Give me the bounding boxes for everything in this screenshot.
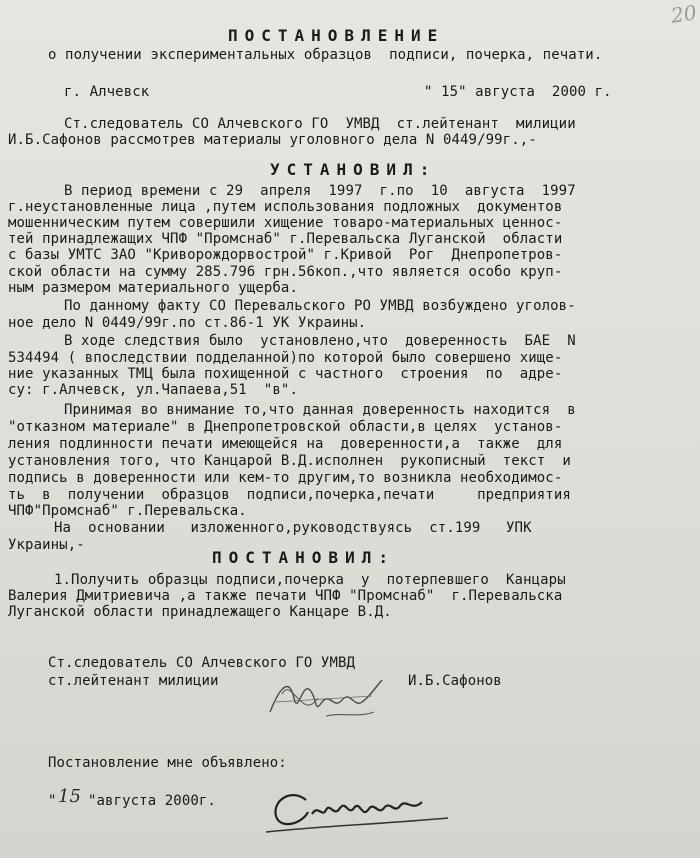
body-line: Принимая во внимание то,что данная доверенность находится в [64, 402, 576, 418]
body-line: ным размером материального ущерба. [8, 280, 298, 296]
body-line: ления подлинности печати имеющейся на доверенности,а также для [8, 436, 563, 452]
body-line: тей принадлежащих ЧПФ "Промснаб" г.Перевальска Луганской области [8, 231, 563, 247]
announcement-date-rest: "августа 2000г. [88, 793, 216, 809]
body-line: ть в получении образцов подписи,почерка,печати предприятия [8, 487, 571, 503]
body-line: В ходе следствия было установлено,что доверенность БАЕ N [64, 333, 576, 349]
signatory-position: Ст.следователь СО Алчевского ГО УМВД [48, 655, 356, 671]
body-line: установления того, что Канцарой В.Д.исполнен рукописный текст и [8, 453, 571, 469]
announcement-label: Постановление мне объявлено: [48, 755, 287, 771]
signatory-name: И.Б.Сафонов [408, 673, 502, 689]
resolution-line: Луганской области принадлежащего Канцаре В.Д. [8, 604, 392, 620]
body-line: ное дело N 0449/99г.по ст.86-1 УК Украины. [8, 315, 367, 331]
body-line: На основании изложенного,руководствуясь ст.199 УПК [54, 520, 532, 536]
announcement-date-open: " [48, 793, 57, 809]
section-title-resolved: ПОСТАНОВИЛ: [212, 548, 395, 567]
city: г. Алчевск [64, 84, 150, 100]
body-line: ние указанных ТМЦ была похищенной с частного строения по адре- [8, 366, 563, 382]
body-line: мошенническим путем совершили хищение товаро-материальных ценнос- [8, 215, 563, 231]
intro-line: И.Б.Сафонов рассмотрев материалы уголовного дела N 0449/99г.,- [8, 132, 537, 148]
body-line: ЧПФ"Промснаб" г.Перевальска. [8, 503, 247, 519]
body-line: Украины,- [8, 537, 85, 553]
investigator-signature [262, 672, 392, 732]
body-line: В период времени с 29 апреля 1997 г.по 10 августа 1997 [64, 183, 576, 199]
body-line: су: г.Алчевск, ул.Чапаева,51 "в". [8, 382, 298, 398]
document-date: " 15" августа 2000 г. [424, 84, 612, 100]
body-line: 534494 ( впоследствии подделанной)по которой было совершено хище- [8, 350, 563, 366]
body-line: г.неустановленные лица ,путем использования подложных документов [8, 199, 563, 215]
body-line: "отказном материале" в Днепропетровской области,в целях установ- [8, 419, 563, 435]
body-line: подпись в доверенности или кем-то другим,то возникла необходимос- [8, 470, 563, 486]
acknowledgement-signature [262, 778, 452, 840]
body-line: с базы УМТС ЗАО "Криворождорвострой" г.Кривой Рог Днепропетров- [8, 247, 563, 263]
section-title-established: УСТАНОВИЛ: [270, 160, 437, 179]
resolution-line: Валерия Дмитриевича ,а также печати ЧПФ "Промснаб" г.Перевальска [8, 588, 563, 604]
body-line: По данному факту СО Перевальского РО УМВД возбуждено уголов- [64, 298, 576, 314]
intro-line: Ст.следователь СО Алчевского ГО УМВД ст.лейтенант милиции [64, 116, 576, 132]
body-line: ской области на сумму 285.796 грн.56коп.,что является особо круп- [8, 264, 563, 280]
document-subtitle: о получении экспериментальных образцов подписи, почерка, печати. [48, 47, 603, 63]
resolution-line: 1.Получить образцы подписи,почерка у потерпевшего Канцары [54, 572, 566, 588]
signatory-rank: ст.лейтенант милиции [48, 673, 219, 689]
announcement-date-day: 15 [58, 786, 82, 807]
document-title: ПОСТАНОВЛЕНИЕ [228, 26, 445, 45]
page-number-mark: 20 [669, 0, 698, 28]
